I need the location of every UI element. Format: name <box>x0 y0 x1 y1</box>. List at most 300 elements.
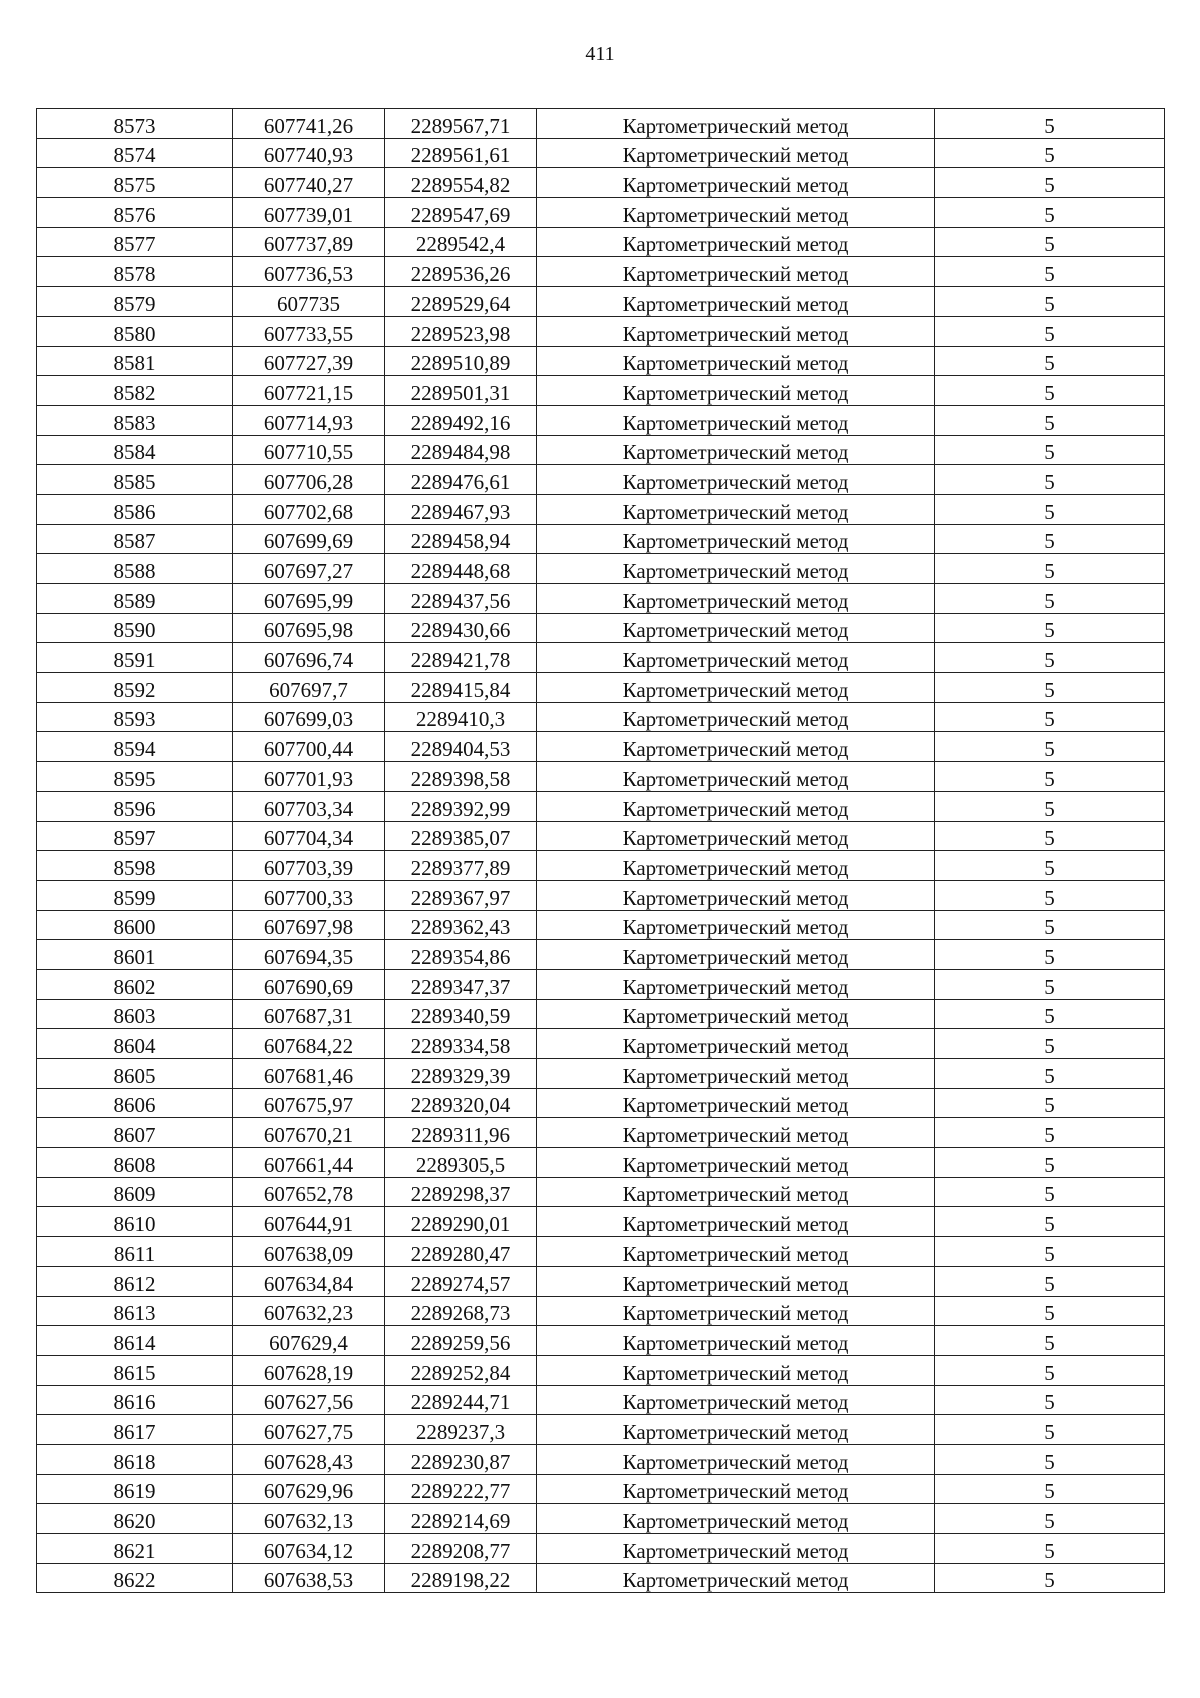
table-row <box>37 791 1165 821</box>
x-coordinate-cell: 607739,01 <box>233 198 385 228</box>
accuracy-cell: 5 <box>935 1355 1165 1385</box>
point-number-cell: 8589 <box>37 584 233 614</box>
accuracy-cell: 5 <box>935 1237 1165 1267</box>
point-number-cell: 8587 <box>37 524 233 554</box>
accuracy-cell: 5 <box>935 999 1165 1029</box>
table-row <box>37 1385 1165 1415</box>
table-row <box>37 880 1165 910</box>
x-coordinate-cell: 607699,69 <box>233 524 385 554</box>
y-coordinate-cell: 2289268,73 <box>385 1296 537 1326</box>
point-number-cell: 8615 <box>37 1355 233 1385</box>
x-coordinate-cell: 607675,97 <box>233 1088 385 1118</box>
point-number-cell: 8588 <box>37 554 233 584</box>
point-number-cell: 8600 <box>37 910 233 940</box>
x-coordinate-cell: 607706,28 <box>233 465 385 495</box>
table-row <box>37 554 1165 584</box>
y-coordinate-cell: 2289230,87 <box>385 1444 537 1474</box>
x-coordinate-cell: 607737,89 <box>233 227 385 257</box>
accuracy-cell: 5 <box>935 613 1165 643</box>
accuracy-cell: 5 <box>935 1029 1165 1059</box>
point-number-cell: 8595 <box>37 762 233 792</box>
y-coordinate-cell: 2289458,94 <box>385 524 537 554</box>
point-number-cell: 8577 <box>37 227 233 257</box>
table-row <box>37 910 1165 940</box>
method-cell: Картометрический метод <box>537 1088 935 1118</box>
y-coordinate-cell: 2289529,64 <box>385 287 537 317</box>
point-number-cell: 8592 <box>37 673 233 703</box>
x-coordinate-cell: 607733,55 <box>233 316 385 346</box>
y-coordinate-cell: 2289448,68 <box>385 554 537 584</box>
method-cell: Картометрический метод <box>537 1059 935 1089</box>
table-row <box>37 376 1165 406</box>
method-cell: Картометрический метод <box>537 168 935 198</box>
accuracy-cell: 5 <box>935 969 1165 999</box>
table-row <box>37 405 1165 435</box>
x-coordinate-cell: 607703,34 <box>233 791 385 821</box>
method-cell: Картометрический метод <box>537 999 935 1029</box>
method-cell: Картометрический метод <box>537 554 935 584</box>
table-row <box>37 732 1165 762</box>
table-row <box>37 1118 1165 1148</box>
accuracy-cell: 5 <box>935 465 1165 495</box>
x-coordinate-cell: 607702,68 <box>233 494 385 524</box>
method-cell: Картометрический метод <box>537 673 935 703</box>
method-cell: Картометрический метод <box>537 1207 935 1237</box>
accuracy-cell: 5 <box>935 109 1165 139</box>
accuracy-cell: 5 <box>935 1207 1165 1237</box>
point-number-cell: 8602 <box>37 969 233 999</box>
method-cell: Картометрический метод <box>537 1474 935 1504</box>
x-coordinate-cell: 607695,98 <box>233 613 385 643</box>
point-number-cell: 8584 <box>37 435 233 465</box>
accuracy-cell: 5 <box>935 554 1165 584</box>
table-row <box>37 1474 1165 1504</box>
accuracy-cell: 5 <box>935 821 1165 851</box>
table-row <box>37 465 1165 495</box>
accuracy-cell: 5 <box>935 1563 1165 1593</box>
table-row <box>37 584 1165 614</box>
accuracy-cell: 5 <box>935 405 1165 435</box>
point-number-cell: 8607 <box>37 1118 233 1148</box>
y-coordinate-cell: 2289547,69 <box>385 198 537 228</box>
accuracy-cell: 5 <box>935 910 1165 940</box>
x-coordinate-cell: 607741,26 <box>233 109 385 139</box>
method-cell: Картометрический метод <box>537 1296 935 1326</box>
point-number-cell: 8613 <box>37 1296 233 1326</box>
accuracy-cell: 5 <box>935 791 1165 821</box>
table-row <box>37 702 1165 732</box>
accuracy-cell: 5 <box>935 1118 1165 1148</box>
point-number-cell: 8581 <box>37 346 233 376</box>
accuracy-cell: 5 <box>935 287 1165 317</box>
point-number-cell: 8617 <box>37 1415 233 1445</box>
y-coordinate-cell: 2289329,39 <box>385 1059 537 1089</box>
y-coordinate-cell: 2289340,59 <box>385 999 537 1029</box>
point-number-cell: 8573 <box>37 109 233 139</box>
point-number-cell: 8619 <box>37 1474 233 1504</box>
y-coordinate-cell: 2289415,84 <box>385 673 537 703</box>
method-cell: Картометрический метод <box>537 969 935 999</box>
x-coordinate-cell: 607627,56 <box>233 1385 385 1415</box>
x-coordinate-cell: 607700,44 <box>233 732 385 762</box>
table-row <box>37 643 1165 673</box>
y-coordinate-cell: 2289377,89 <box>385 851 537 881</box>
point-number-cell: 8606 <box>37 1088 233 1118</box>
accuracy-cell: 5 <box>935 435 1165 465</box>
point-number-cell: 8574 <box>37 138 233 168</box>
table-row <box>37 999 1165 1029</box>
y-coordinate-cell: 2289510,89 <box>385 346 537 376</box>
y-coordinate-cell: 2289354,86 <box>385 940 537 970</box>
method-cell: Картометрический метод <box>537 1266 935 1296</box>
method-cell: Картометрический метод <box>537 584 935 614</box>
x-coordinate-cell: 607735 <box>233 287 385 317</box>
y-coordinate-cell: 2289501,31 <box>385 376 537 406</box>
table-row <box>37 287 1165 317</box>
point-number-cell: 8579 <box>37 287 233 317</box>
point-number-cell: 8609 <box>37 1177 233 1207</box>
x-coordinate-cell: 607694,35 <box>233 940 385 970</box>
accuracy-cell: 5 <box>935 584 1165 614</box>
point-number-cell: 8591 <box>37 643 233 673</box>
table-row <box>37 1444 1165 1474</box>
accuracy-cell: 5 <box>935 138 1165 168</box>
accuracy-cell: 5 <box>935 346 1165 376</box>
y-coordinate-cell: 2289244,71 <box>385 1385 537 1415</box>
method-cell: Картометрический метод <box>537 109 935 139</box>
accuracy-cell: 5 <box>935 1088 1165 1118</box>
table-row <box>37 1415 1165 1445</box>
method-cell: Картометрический метод <box>537 435 935 465</box>
table-row <box>37 1059 1165 1089</box>
accuracy-cell: 5 <box>935 940 1165 970</box>
accuracy-cell: 5 <box>935 1059 1165 1089</box>
accuracy-cell: 5 <box>935 851 1165 881</box>
accuracy-cell: 5 <box>935 1385 1165 1415</box>
accuracy-cell: 5 <box>935 673 1165 703</box>
table-row <box>37 1296 1165 1326</box>
table-row <box>37 1237 1165 1267</box>
accuracy-cell: 5 <box>935 1534 1165 1564</box>
method-cell: Картометрический метод <box>537 257 935 287</box>
table-row <box>37 1207 1165 1237</box>
point-number-cell: 8582 <box>37 376 233 406</box>
x-coordinate-cell: 607696,74 <box>233 643 385 673</box>
y-coordinate-cell: 2289311,96 <box>385 1118 537 1148</box>
x-coordinate-cell: 607627,75 <box>233 1415 385 1445</box>
table-row <box>37 821 1165 851</box>
y-coordinate-cell: 2289347,37 <box>385 969 537 999</box>
table-row <box>37 168 1165 198</box>
table-row <box>37 138 1165 168</box>
y-coordinate-cell: 2289492,16 <box>385 405 537 435</box>
table-row <box>37 1326 1165 1356</box>
point-number-cell: 8605 <box>37 1059 233 1089</box>
y-coordinate-cell: 2289467,93 <box>385 494 537 524</box>
y-coordinate-cell: 2289430,66 <box>385 613 537 643</box>
y-coordinate-cell: 2289484,98 <box>385 435 537 465</box>
table-row <box>37 613 1165 643</box>
x-coordinate-cell: 607632,23 <box>233 1296 385 1326</box>
table-row <box>37 109 1165 139</box>
y-coordinate-cell: 2289410,3 <box>385 702 537 732</box>
x-coordinate-cell: 607628,43 <box>233 1444 385 1474</box>
accuracy-cell: 5 <box>935 227 1165 257</box>
y-coordinate-cell: 2289554,82 <box>385 168 537 198</box>
method-cell: Картометрический метод <box>537 198 935 228</box>
x-coordinate-cell: 607670,21 <box>233 1118 385 1148</box>
x-coordinate-cell: 607629,4 <box>233 1326 385 1356</box>
table-row <box>37 1177 1165 1207</box>
accuracy-cell: 5 <box>935 762 1165 792</box>
x-coordinate-cell: 607632,13 <box>233 1504 385 1534</box>
x-coordinate-cell: 607740,27 <box>233 168 385 198</box>
table-row <box>37 851 1165 881</box>
method-cell: Картометрический метод <box>537 1355 935 1385</box>
y-coordinate-cell: 2289222,77 <box>385 1474 537 1504</box>
x-coordinate-cell: 607736,53 <box>233 257 385 287</box>
point-number-cell: 8620 <box>37 1504 233 1534</box>
y-coordinate-cell: 2289290,01 <box>385 1207 537 1237</box>
x-coordinate-cell: 607638,53 <box>233 1563 385 1593</box>
method-cell: Картометрический метод <box>537 910 935 940</box>
y-coordinate-cell: 2289404,53 <box>385 732 537 762</box>
table-row <box>37 346 1165 376</box>
method-cell: Картометрический метод <box>537 1534 935 1564</box>
coordinates-table <box>36 108 1165 1593</box>
accuracy-cell: 5 <box>935 198 1165 228</box>
y-coordinate-cell: 2289437,56 <box>385 584 537 614</box>
y-coordinate-cell: 2289320,04 <box>385 1088 537 1118</box>
accuracy-cell: 5 <box>935 702 1165 732</box>
x-coordinate-cell: 607740,93 <box>233 138 385 168</box>
accuracy-cell: 5 <box>935 1177 1165 1207</box>
accuracy-cell: 5 <box>935 168 1165 198</box>
table-row <box>37 435 1165 465</box>
point-number-cell: 8593 <box>37 702 233 732</box>
y-coordinate-cell: 2289367,97 <box>385 880 537 910</box>
y-coordinate-cell: 2289298,37 <box>385 1177 537 1207</box>
accuracy-cell: 5 <box>935 880 1165 910</box>
method-cell: Картометрический метод <box>537 1118 935 1148</box>
method-cell: Картометрический метод <box>537 613 935 643</box>
x-coordinate-cell: 607634,12 <box>233 1534 385 1564</box>
method-cell: Картометрический метод <box>537 1563 935 1593</box>
method-cell: Картометрический метод <box>537 1444 935 1474</box>
table-row <box>37 1148 1165 1178</box>
x-coordinate-cell: 607695,99 <box>233 584 385 614</box>
y-coordinate-cell: 2289214,69 <box>385 1504 537 1534</box>
method-cell: Картометрический метод <box>537 405 935 435</box>
table-row <box>37 1563 1165 1593</box>
point-number-cell: 8618 <box>37 1444 233 1474</box>
y-coordinate-cell: 2289280,47 <box>385 1237 537 1267</box>
x-coordinate-cell: 607628,19 <box>233 1355 385 1385</box>
accuracy-cell: 5 <box>935 494 1165 524</box>
y-coordinate-cell: 2289208,77 <box>385 1534 537 1564</box>
table-row <box>37 1355 1165 1385</box>
point-number-cell: 8583 <box>37 405 233 435</box>
table-row <box>37 762 1165 792</box>
point-number-cell: 8590 <box>37 613 233 643</box>
y-coordinate-cell: 2289567,71 <box>385 109 537 139</box>
y-coordinate-cell: 2289421,78 <box>385 643 537 673</box>
method-cell: Картометрический метод <box>537 138 935 168</box>
point-number-cell: 8603 <box>37 999 233 1029</box>
method-cell: Картометрический метод <box>537 465 935 495</box>
y-coordinate-cell: 2289392,99 <box>385 791 537 821</box>
table-row <box>37 1029 1165 1059</box>
method-cell: Картометрический метод <box>537 940 935 970</box>
table-row <box>37 198 1165 228</box>
table-row <box>37 494 1165 524</box>
table-row <box>37 316 1165 346</box>
x-coordinate-cell: 607697,27 <box>233 554 385 584</box>
method-cell: Картометрический метод <box>537 1148 935 1178</box>
table-row <box>37 257 1165 287</box>
accuracy-cell: 5 <box>935 643 1165 673</box>
point-number-cell: 8597 <box>37 821 233 851</box>
method-cell: Картометрический метод <box>537 346 935 376</box>
x-coordinate-cell: 607661,44 <box>233 1148 385 1178</box>
x-coordinate-cell: 607687,31 <box>233 999 385 1029</box>
method-cell: Картометрический метод <box>537 524 935 554</box>
x-coordinate-cell: 607681,46 <box>233 1059 385 1089</box>
method-cell: Картометрический метод <box>537 1237 935 1267</box>
method-cell: Картометрический метод <box>537 1385 935 1415</box>
method-cell: Картометрический метод <box>537 287 935 317</box>
point-number-cell: 8622 <box>37 1563 233 1593</box>
y-coordinate-cell: 2289198,22 <box>385 1563 537 1593</box>
coordinates-table-body <box>37 109 1165 1593</box>
point-number-cell: 8614 <box>37 1326 233 1356</box>
accuracy-cell: 5 <box>935 1444 1165 1474</box>
accuracy-cell: 5 <box>935 1266 1165 1296</box>
accuracy-cell: 5 <box>935 732 1165 762</box>
point-number-cell: 8604 <box>37 1029 233 1059</box>
accuracy-cell: 5 <box>935 1504 1165 1534</box>
method-cell: Картометрический метод <box>537 1326 935 1356</box>
x-coordinate-cell: 607699,03 <box>233 702 385 732</box>
method-cell: Картометрический метод <box>537 643 935 673</box>
point-number-cell: 8598 <box>37 851 233 881</box>
y-coordinate-cell: 2289334,58 <box>385 1029 537 1059</box>
table-row <box>37 940 1165 970</box>
method-cell: Картометрический метод <box>537 1029 935 1059</box>
page-number: 411 <box>585 43 615 65</box>
x-coordinate-cell: 607634,84 <box>233 1266 385 1296</box>
y-coordinate-cell: 2289237,3 <box>385 1415 537 1445</box>
method-cell: Картометрический метод <box>537 791 935 821</box>
table-row <box>37 227 1165 257</box>
point-number-cell: 8580 <box>37 316 233 346</box>
table-row <box>37 1534 1165 1564</box>
table-row <box>37 1088 1165 1118</box>
x-coordinate-cell: 607714,93 <box>233 405 385 435</box>
method-cell: Картометрический метод <box>537 1504 935 1534</box>
point-number-cell: 8585 <box>37 465 233 495</box>
accuracy-cell: 5 <box>935 376 1165 406</box>
y-coordinate-cell: 2289274,57 <box>385 1266 537 1296</box>
x-coordinate-cell: 607644,91 <box>233 1207 385 1237</box>
x-coordinate-cell: 607721,15 <box>233 376 385 406</box>
table-row <box>37 1266 1165 1296</box>
y-coordinate-cell: 2289259,56 <box>385 1326 537 1356</box>
y-coordinate-cell: 2289542,4 <box>385 227 537 257</box>
point-number-cell: 8610 <box>37 1207 233 1237</box>
point-number-cell: 8576 <box>37 198 233 228</box>
y-coordinate-cell: 2289362,43 <box>385 910 537 940</box>
x-coordinate-cell: 607684,22 <box>233 1029 385 1059</box>
accuracy-cell: 5 <box>935 524 1165 554</box>
method-cell: Картометрический метод <box>537 316 935 346</box>
method-cell: Картометрический метод <box>537 880 935 910</box>
method-cell: Картометрический метод <box>537 376 935 406</box>
point-number-cell: 8612 <box>37 1266 233 1296</box>
x-coordinate-cell: 607704,34 <box>233 821 385 851</box>
accuracy-cell: 5 <box>935 316 1165 346</box>
x-coordinate-cell: 607701,93 <box>233 762 385 792</box>
y-coordinate-cell: 2289476,61 <box>385 465 537 495</box>
x-coordinate-cell: 607697,98 <box>233 910 385 940</box>
accuracy-cell: 5 <box>935 257 1165 287</box>
y-coordinate-cell: 2289252,84 <box>385 1355 537 1385</box>
point-number-cell: 8616 <box>37 1385 233 1415</box>
y-coordinate-cell: 2289385,07 <box>385 821 537 851</box>
y-coordinate-cell: 2289536,26 <box>385 257 537 287</box>
method-cell: Картометрический метод <box>537 762 935 792</box>
method-cell: Картометрический метод <box>537 702 935 732</box>
x-coordinate-cell: 607629,96 <box>233 1474 385 1504</box>
point-number-cell: 8586 <box>37 494 233 524</box>
method-cell: Картометрический метод <box>537 821 935 851</box>
x-coordinate-cell: 607638,09 <box>233 1237 385 1267</box>
y-coordinate-cell: 2289398,58 <box>385 762 537 792</box>
accuracy-cell: 5 <box>935 1148 1165 1178</box>
point-number-cell: 8611 <box>37 1237 233 1267</box>
method-cell: Картометрический метод <box>537 851 935 881</box>
x-coordinate-cell: 607703,39 <box>233 851 385 881</box>
table-row <box>37 969 1165 999</box>
x-coordinate-cell: 607690,69 <box>233 969 385 999</box>
method-cell: Картометрический метод <box>537 494 935 524</box>
point-number-cell: 8575 <box>37 168 233 198</box>
accuracy-cell: 5 <box>935 1474 1165 1504</box>
y-coordinate-cell: 2289561,61 <box>385 138 537 168</box>
accuracy-cell: 5 <box>935 1296 1165 1326</box>
accuracy-cell: 5 <box>935 1415 1165 1445</box>
point-number-cell: 8599 <box>37 880 233 910</box>
accuracy-cell: 5 <box>935 1326 1165 1356</box>
point-number-cell: 8578 <box>37 257 233 287</box>
point-number-cell: 8608 <box>37 1148 233 1178</box>
method-cell: Картометрический метод <box>537 1415 935 1445</box>
y-coordinate-cell: 2289523,98 <box>385 316 537 346</box>
table-row <box>37 673 1165 703</box>
x-coordinate-cell: 607652,78 <box>233 1177 385 1207</box>
x-coordinate-cell: 607710,55 <box>233 435 385 465</box>
x-coordinate-cell: 607700,33 <box>233 880 385 910</box>
x-coordinate-cell: 607727,39 <box>233 346 385 376</box>
method-cell: Картометрический метод <box>537 732 935 762</box>
table-row <box>37 524 1165 554</box>
method-cell: Картометрический метод <box>537 1177 935 1207</box>
point-number-cell: 8596 <box>37 791 233 821</box>
point-number-cell: 8594 <box>37 732 233 762</box>
point-number-cell: 8601 <box>37 940 233 970</box>
x-coordinate-cell: 607697,7 <box>233 673 385 703</box>
table-row <box>37 1504 1165 1534</box>
